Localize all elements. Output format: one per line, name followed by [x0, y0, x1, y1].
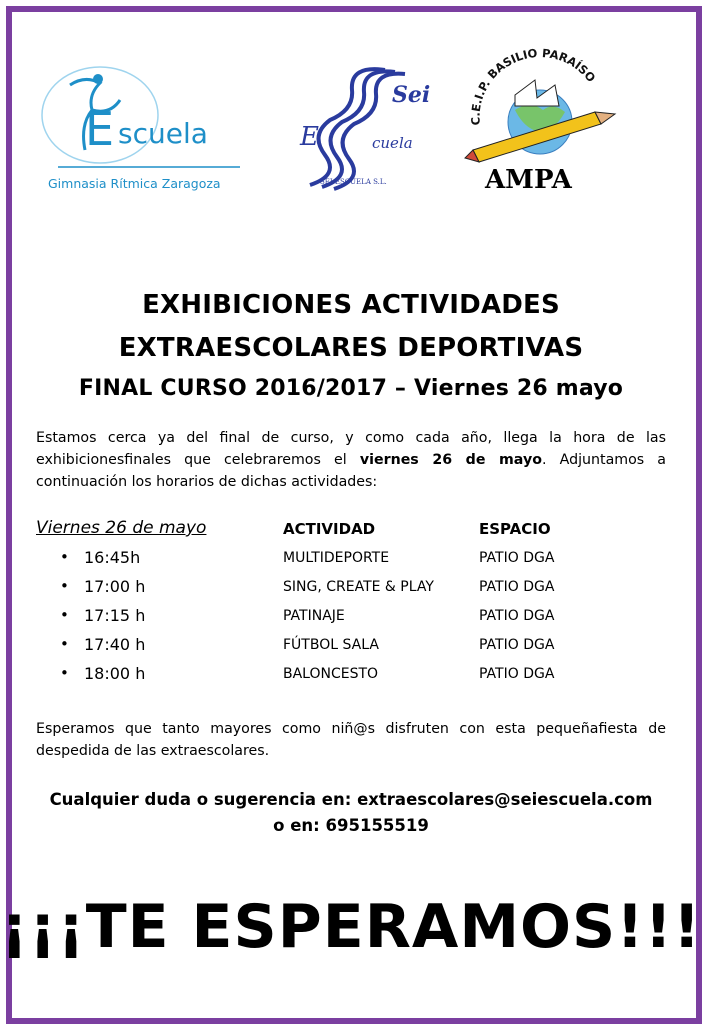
escuela-initial: E — [85, 102, 115, 156]
title-line-2: EXTRAESCOLARES DEPORTIVAS — [118, 333, 584, 363]
closing-paragraph: Esperamos que tanto mayores como niñ@s disfruten con esta pequeñafiesta de despedida de las extraescolares. — [36, 721, 666, 759]
ampa-name: AMPA — [485, 165, 572, 195]
schedule-space: PATIO DGA — [479, 550, 555, 566]
schedule-space: PATIO DGA — [479, 608, 555, 624]
escuela-gimnasia-logo — [30, 55, 260, 200]
sei-word: Sei — [392, 82, 431, 108]
intro-text-before: Estamos cerca ya del final de curso, y como cada año, llega la hora de las exhibicionesfinales que celebraremos el — [36, 430, 666, 468]
schedule-space: PATIO DGA — [479, 666, 555, 682]
schedule-row — [36, 548, 676, 577]
schedule-time: 17:15 h — [84, 606, 146, 625]
schedule-header — [36, 518, 676, 542]
schedule-activity: FÚTBOL SALA — [283, 637, 379, 653]
schedule-activity: SING, CREATE & PLAY — [283, 579, 434, 595]
schedule-activity: PATINAJE — [283, 608, 345, 624]
schedule-time: 17:00 h — [84, 577, 146, 596]
bullet-icon: • — [60, 664, 69, 682]
intro-bold-date: viernes 26 de mayo — [359, 452, 542, 468]
title-line-3: FINAL CURSO 2016/2017 – Viernes 26 mayo — [78, 376, 624, 401]
ampa-arc-text: C.E.I.P. BASILIO PARAÍSO — [468, 45, 599, 126]
sei-caption: SEI ESCUELA S.L. — [320, 178, 387, 186]
schedule-space: PATIO DGA — [479, 579, 555, 595]
schedule-list — [36, 548, 676, 693]
schedule-activity: MULTIDEPORTE — [283, 550, 390, 566]
bullet-icon: • — [60, 548, 69, 566]
schedule-day: Viernes 26 de mayo — [36, 518, 207, 538]
activity-column-header: ACTIVIDAD — [283, 520, 376, 538]
intro-paragraph — [36, 427, 666, 493]
svg-text:cuela: cuela — [372, 134, 413, 152]
escuela-word: scuela — [118, 117, 208, 150]
title-line-1: EXHIBICIONES ACTIVIDADES — [142, 290, 560, 320]
ampa-logo — [455, 40, 625, 195]
schedule-row — [36, 577, 676, 606]
schedule-time: 18:00 h — [84, 664, 146, 683]
contact-phone-line: o en: 695155519 — [273, 816, 429, 835]
schedule-row — [36, 606, 676, 635]
call-to-action: ¡¡¡TE ESPERAMOS!!! — [0, 892, 702, 962]
svg-text:E: E — [300, 122, 319, 152]
escuela-subtitle: Gimnasia Rítmica Zaragoza — [48, 176, 221, 191]
bullet-icon: • — [60, 606, 69, 624]
intro-text-after: . Adjuntamos a continuación los horarios de dichas actividades: — [36, 452, 666, 490]
schedule-activity: BALONCESTO — [283, 666, 379, 682]
schedule-row — [36, 664, 676, 693]
contact-email-line: Cualquier duda o sugerencia en: extraescolares@seiescuela.com — [49, 790, 653, 809]
schedule-space: PATIO DGA — [479, 637, 555, 653]
sei-escuela-logo — [290, 60, 440, 195]
bullet-icon: • — [60, 635, 69, 653]
bullet-icon: • — [60, 577, 69, 595]
schedule-time: 17:40 h — [84, 635, 146, 654]
space-column-header: ESPACIO — [479, 520, 551, 538]
schedule-row — [36, 635, 676, 664]
schedule-time: 16:45h — [84, 548, 141, 567]
